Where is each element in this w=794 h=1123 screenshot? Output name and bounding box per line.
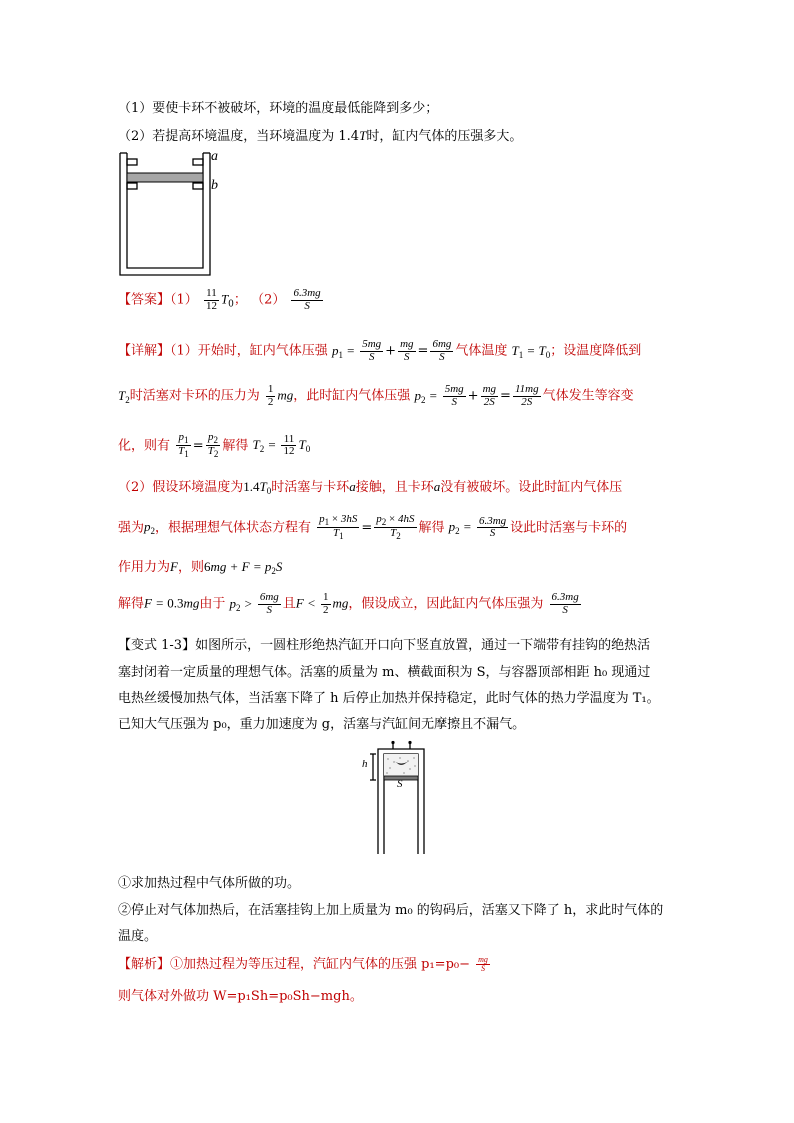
label-s: S xyxy=(397,778,403,790)
cylinder-figure xyxy=(115,147,225,279)
variant-p1: 【变式 1-3】如图所示，一圆柱形绝热汽缸开口向下竖直放置，通过一下端带有挂钩的绝热活 xyxy=(118,638,651,653)
subquestion-1: ①求加热过程中气体所做的功。 xyxy=(118,876,301,891)
label-b: b xyxy=(211,178,218,193)
detail-line-1: 【详解】（1）开始时，缸内气体压强 $p_1$ = $\frac{5mg}{S}$ + $\frac{mg}{S}$ = $\frac{6mg}{S}$ 气体温度 $T_1 = T_0$；设温度降低到 xyxy=(118,338,642,363)
piston xyxy=(127,173,203,182)
analysis-line-2: 则气体对外做功 W=p₁Sh=p₀Sh−mgh。 xyxy=(118,989,363,1004)
detail-line-7: 解得F = 0.3mg由于 $p_2$ > $\frac{6mg}{S}$ 且F < $\frac{1}{2}$ mg，假设成立，因此缸内气体压强为 $\frac{6.3mg}{S}$ xyxy=(118,591,579,616)
subquestion-2: ②停止对气体加热后，在活塞挂钩上加上质量为 m₀ 的钩码后，活塞又下降了 h，求此时气体的 xyxy=(118,903,664,918)
detail-line-5: 强为$p_2$，根据理想气体状态方程有 $\frac{p_1 \times 3hS}{T_1}$ = $\frac{p_2 \times 4hS}{T_2}$ 解得 $p_2$ = $\frac{6.3mg}{S}$ 设此时活塞与卡环的 xyxy=(118,513,628,542)
label-h: h xyxy=(362,758,368,770)
question-2: （2）若提高环境温度，当环境温度为 1.4T时，缸内气体的压强多大。 xyxy=(118,128,523,144)
question-1: （1）要使卡环不被破坏，环境的温度最低能降到多少； xyxy=(118,101,439,116)
variant-p4: 已知大气压强为 p₀，重力加速度为 g，活塞与汽缸间无摩擦且不漏气。 xyxy=(118,717,526,732)
detail-line-6: 作用力为F，则$6mg + F = p_2S$ xyxy=(118,559,283,576)
analysis-line-1: 【解析】①加热过程为等压过程，汽缸内气体的压强 p₁=p₀− $\frac{mg}{S}$ xyxy=(118,954,488,973)
inverted-cylinder-figure xyxy=(364,740,434,858)
answer-line: 【答案】（1） $\frac{11}{12}$ $T_0$； （2） $\frac{6.3mg}{S}$ xyxy=(118,287,321,312)
detail-line-3: 化，则有 $\frac{p_1}{T_1}$ = $\frac{p_2}{T_2}$ 解得 $T_2$ = $\frac{11}{12}$ $T_0$ xyxy=(118,431,311,460)
variant-p3: 电热丝缓慢加热气体，当活塞下降了 h 后停止加热并保持稳定，此时气体的热力学温度为 T₁。 xyxy=(118,691,660,706)
label-a: a xyxy=(211,149,218,164)
detail-line-4: （2）假设环境温度为$1.4T_0$时活塞与卡环a接触，且卡环a没有被破坏。设此时缸内气体压 xyxy=(118,479,623,496)
detail-line-2: $T_2$时活塞对卡环的压力为 $\frac{1}{2}$ mg，此时缸内气体压强 $p_2$ = $\frac{5mg}{S}$ + $\frac{mg}{2S}$ = $\frac{11mg}{2S}$ 气体发生等容变 xyxy=(118,383,634,408)
variant-p2: 塞封闭着一定质量的理想气体。活塞的质量为 m、横截面积为 S，与容器顶部相距 h₀ 现通过 xyxy=(118,665,651,680)
subquestion-2-cont: 温度。 xyxy=(118,929,158,944)
